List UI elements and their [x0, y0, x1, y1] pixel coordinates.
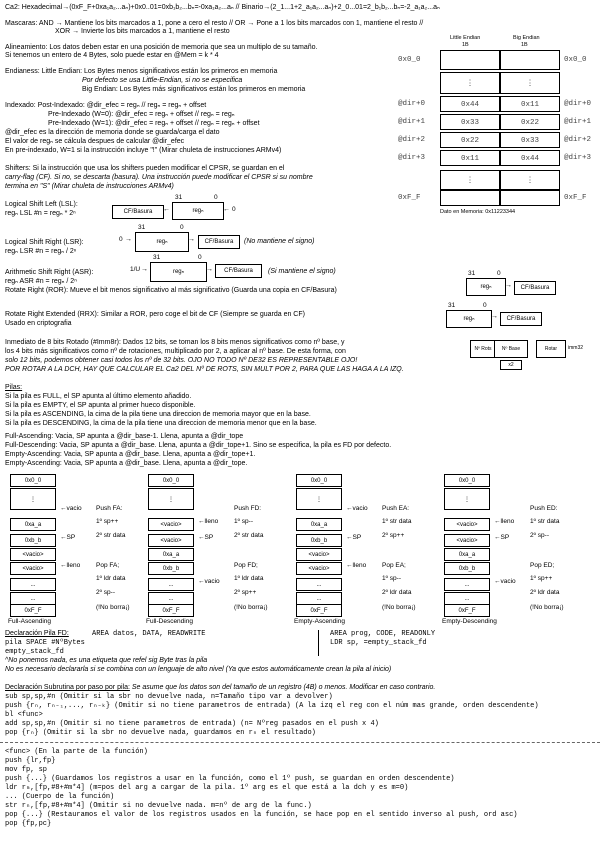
asr-line-2: regₙ ASR #n = regₙ / 2ⁿ [5, 278, 77, 285]
lsl-line-2: regₙ LSL #n = regₙ * 2ⁿ [5, 210, 76, 217]
stack-op-label: 1º sp-- [382, 575, 401, 582]
func-line-6: str rₙ,[fp,#8+#m*4] (Omitir si no devuelve nada. m=nº de arg de la func.) [5, 802, 312, 810]
big-endian-label: Big Endian [513, 35, 540, 41]
memory-address-label-left: @dir+0 [398, 100, 426, 108]
stack-op-label: 2º str data [234, 532, 264, 539]
decl-code-2: pila SPACE #NºBytes [5, 639, 85, 647]
alineamiento-line-1: Alineamiento: Los datos deben estar en una posición de memoria que sea un multiplo de su tamaño. [5, 44, 318, 51]
stack-cell: <vacio> [148, 534, 194, 547]
decl-title-text: Declaración Pila FD: [5, 630, 69, 637]
stack-name: Full-Descending [146, 618, 193, 625]
stack-op-label: Pop EA; [382, 562, 406, 569]
mascaras-line-2: XOR → Invierte los bits marcados a 1, mantiene el resto [55, 28, 230, 35]
stack-op-label: (!No borra¡) [382, 604, 416, 611]
stack-cell: ... [148, 578, 194, 591]
stack-pointer-arrow-lleno: ←lleno [346, 562, 367, 569]
stack-pointer-arrow-sp: ←SP [60, 534, 76, 541]
ror-arrow: → [505, 282, 512, 289]
stack-cell: <vacio> [296, 548, 342, 561]
stack-pointer-arrow-sp: ←SP [494, 534, 510, 541]
little-endian-cell [440, 50, 500, 70]
lsl-bit-lo: 0 [214, 194, 218, 201]
memory-address-label-right: @dir+2 [564, 136, 592, 144]
stack-op-label: 2º str data [96, 532, 126, 539]
lsr-reg-box: regₙ [135, 232, 189, 252]
lsr-cf-box: CF/Basura [198, 235, 240, 249]
stack-pointer-arrow-sp: ←SP [346, 534, 362, 541]
little-endian-cell: 0x33 [440, 114, 500, 130]
decl-title [5, 630, 69, 638]
little-endian-byte-label: 1B [462, 42, 469, 48]
memory-address-label-left: 0x0_0 [398, 56, 421, 64]
asr-cf-box: CF/Basura [215, 264, 262, 278]
stack-pointer-arrow-vacio: ←vacio [198, 578, 220, 585]
stack-cell: <vacio> [10, 562, 56, 575]
stack-cell: ⋮ [444, 488, 490, 510]
decl-note-2: No es necesario declararla si se combina con un lenguaje de alto nivel (Ya que estos automáticamente crean la pila al inicio) [5, 666, 392, 673]
pilas-line-7: Empty-Ascending: Vacia, SP apunta a @dir_base. Llena, apunta a @dir_tope+1. [5, 451, 256, 458]
stack-cell: 0xb_b [444, 562, 490, 575]
imm-x2-box: x2 [500, 360, 522, 370]
little-endian-cell [440, 190, 500, 206]
memory-caption: Dato en Memoria: 0x11223344 [440, 209, 516, 215]
func-line-1: push {lr,fp} [5, 757, 56, 765]
big-endian-cell: 0x33 [500, 132, 560, 148]
big-endian-cell: 0x11 [500, 96, 560, 112]
stack-cell: 0x0_0 [148, 474, 194, 487]
rrx-arrow: → [491, 313, 498, 320]
stack-op-label: 2º ldr data [530, 589, 560, 596]
big-endian-cell [500, 190, 560, 206]
pilas-line-2: Si la pila es EMPTY, el SP apunta al primer hueco disponible. [5, 402, 196, 409]
stack-cell: ⋮ [296, 488, 342, 510]
pilas-line-8: Empty-Ascending: Vacia, SP apunta a @dir_base. Llena, apunta a @dir_tope. [5, 460, 248, 467]
sub-title [5, 684, 435, 692]
asr-bit-hi: 31 [153, 254, 161, 261]
stack-cell: ... [296, 578, 342, 591]
ror-bit-lo: 0 [497, 270, 501, 277]
asr-arrow: → [206, 266, 213, 273]
imm32-label: imm32 [568, 345, 584, 351]
mascaras-line-1: Mascaras: AND → Mantiene los bits marcados a 1, pone a cero el resto // OR → Pone a 1 los bits marcados con 1, mantiene el resto // [5, 20, 424, 27]
sub-line-4: add sp,sp,#n (Omitir si no tiene parametros de entrada) (n= Nºreg pasados en el push x 4) [5, 720, 379, 728]
lsr-zero-in: 0 [119, 236, 123, 243]
stack-op-label: 1º str data [382, 518, 412, 525]
pilas-title: Pilas: [5, 384, 23, 391]
sub-line-1: sub sp,sp,#n (Omitir si la sbr no devuelve nada, n=Tamaño tipo var a devolver) [5, 693, 333, 701]
stack-op-label: 1º ldr data [96, 575, 126, 582]
big-endian-cell [500, 50, 560, 70]
asr-arrow-in: → [141, 266, 148, 273]
stack-name: Full-Ascending [8, 618, 51, 625]
imm-line-2: los 4 bits más significativos como nº de rotaciones, multiplicado por 2, a aplicar al nº base. De esta forma, con [5, 348, 346, 355]
stack-cell: 0xb_b [10, 534, 56, 547]
big-endian-cell: 0x44 [500, 150, 560, 166]
shifters-line-2: carry-flag (CF). Si no, se descarta (basura). Una instrucción puede modificar el CPSR si su nombre [5, 174, 313, 181]
little-endian-label: Little Endian [450, 35, 481, 41]
imm-line-1: Inmediato de 8 bits Rotado (#Imm8r): Dados 12 bits, se toman los 8 bits menos significativos como nº base, y [5, 339, 345, 346]
memory-address-label-left: 0xF_F [398, 194, 421, 202]
indexado-line-1: Indexado: Post-Indexado: @dir_efec = regₙ // regₙ = regₙ + offset [5, 102, 207, 109]
asr-note: (Si mantiene el signo) [268, 268, 336, 275]
shifters-line-1: Shifters: Si la instrucción que usa los shifters pueden modificar el CPSR, se guardan en el [5, 165, 285, 172]
decl-code-1: AREA datos, DATA, READWRITE [92, 630, 206, 638]
rrx-cf-box: CF/Basura [500, 312, 542, 326]
memory-address-label-right: @dir+0 [564, 100, 592, 108]
stack-cell: 0xa_a [444, 548, 490, 561]
stack-op-label: 1º sp-- [234, 518, 253, 525]
sub-line-3: bl <func> [5, 711, 43, 719]
little-endian-cell: ⋮ [440, 170, 500, 190]
stack-name: Empty-Descending [442, 618, 497, 625]
func-line-3: push {...} (Guardamos los registros a usar en la función, como el 1º push, se guardan en orden descendente) [5, 775, 455, 783]
ror-line: Rotate Right (ROR): Mueve el bit menos significativo al más significativo (Guarda una copia en CF/Basura) [5, 287, 337, 294]
imm-line-4: POR ROTAR A LA DCH, HAY QUE CALCULAR EL Ca2 DEL Nº DE ROTS, SIN MULT POR 2, PARA QUE LAS HAGA A LA IZQ. [5, 366, 404, 373]
memory-address-label-right: 0x0_0 [564, 56, 587, 64]
memory-address-label-right: @dir+1 [564, 118, 592, 126]
memory-address-label-left: @dir+2 [398, 136, 426, 144]
ror-bit-hi: 31 [468, 270, 476, 277]
lsr-arrow-in: → [125, 236, 132, 243]
stack-cell: ... [148, 592, 194, 605]
pilas-line-6: Full-Descending: Vacia, SP apunta a @dir_base. Llena, apunta a @dir_tope+1. Sino se especifica, la pila es FD por defecto. [5, 442, 392, 449]
stack-cell: <vacio> [148, 518, 194, 531]
stack-cell: ... [444, 578, 490, 591]
pilas-line-5: Full-Ascending: Vacia, SP apunta a @dir_base-1. Llena, apunta a @dir_tope [5, 433, 244, 440]
endianess-line-3: Big Endian: Los Bytes más significativos están los primeros en memoria [82, 86, 306, 93]
indexado-line-2: Pre-Indexado (W=0): @dir_efec = regₙ + offset // regₙ = regₙ [48, 111, 235, 118]
sub-divider [0, 742, 600, 743]
lsr-line-2: regₙ LSR #n = regₙ / 2ⁿ [5, 248, 77, 255]
stack-op-label: 2º sp-- [96, 589, 115, 596]
func-line-5: ... (Cuerpo de la función) [5, 793, 115, 801]
indexado-line-3: Pre-Indexado (W=1): @dir_efec = regₙ + offset // regₙ = regₙ + offset [48, 120, 260, 127]
lsl-reg-box: regₙ [172, 202, 224, 220]
lsr-note: (No mantiene el signo) [244, 238, 315, 245]
stack-op-label: Push FA: [96, 505, 123, 512]
stack-cell: 0xF_F [148, 604, 194, 617]
decl-code-3: empty_stack_fd [5, 648, 64, 656]
decl-code-5: LDR sp, =empty_stack_fd [330, 639, 427, 647]
lsr-bit-hi: 31 [138, 224, 146, 231]
func-line-7: pop {...} (Restauramos el valor de los registros usados en la función, se hace pop en el sentido inverso al push, ord asc) [5, 811, 518, 819]
decl-code-4: AREA prog, CODE, READONLY [330, 630, 436, 638]
rrx-bit-lo: 0 [483, 302, 487, 309]
stack-pointer-arrow-sp: ←SP [198, 534, 214, 541]
little-endian-cell: 0x11 [440, 150, 500, 166]
sub-line-2: push {rₙ, rₙ₋₁,..., rₙ₋ₖ} (Omitir si no tiene parametros de entrada) (A la izq el reg con el núm mas grande, orden descendente) [5, 702, 539, 710]
lsl-line-1: Logical Shift Left (LSL): [5, 201, 78, 208]
stack-op-label: (!No borra¡) [96, 604, 130, 611]
big-endian-byte-label: 1B [521, 42, 528, 48]
func-line-2: mov fp, sp [5, 766, 48, 774]
shifters-line-3: termina en "S" (Mirar chuleta de instrucciones ARMv4) [5, 183, 174, 190]
stack-cell: <vacio> [444, 518, 490, 531]
stack-pointer-arrow-lleno: ←lleno [198, 518, 219, 525]
stack-cell: <vacio> [444, 534, 490, 547]
func-line-4: ldr rₘ,[fp,#8+#m*4] (m=pos del arg a cargar de la pila. 1º arg es el que está a la dch y es m=0) [5, 784, 409, 792]
lsl-arrow: ← [163, 206, 170, 213]
memory-address-label-right: 0xF_F [564, 194, 587, 202]
endianess-line-2: Por defecto se usa Little-Endian, si no se especifica [82, 77, 243, 84]
asr-one-in: 1/U [130, 266, 141, 273]
stack-op-label: (!No borra¡) [234, 604, 268, 611]
little-endian-cell: ⋮ [440, 72, 500, 94]
indexado-line-6: En pre-indexado, W=1 si la instrucción incluye "!" (Mirar chuleta de instrucciones ARMv4) [5, 147, 282, 154]
stack-op-label: 1º ldr data [234, 575, 264, 582]
stack-cell: ... [10, 592, 56, 605]
func-line-8: pop {fp,pc} [5, 820, 52, 828]
stack-cell: 0xF_F [444, 604, 490, 617]
stack-cell: 0xa_a [10, 518, 56, 531]
big-endian-cell: ⋮ [500, 72, 560, 94]
lsr-line-1: Logical Shift Right (LSR): [5, 239, 84, 246]
stack-cell: ⋮ [148, 488, 194, 510]
stack-cell: ... [10, 578, 56, 591]
ror-cf-box: CF/Basura [514, 281, 556, 295]
stack-op-label: 2º ldr data [382, 589, 412, 596]
asr-reg-box: regₙ [150, 262, 207, 282]
stack-cell: 0x0_0 [10, 474, 56, 487]
memory-address-label-left: @dir+3 [398, 154, 426, 162]
pilas-line-4: Si la pila es DESCENDING, la cima de la pila tiene una direccion de memoria menor que en la base. [5, 420, 317, 427]
stack-pointer-arrow-vacio: ←vacio [346, 505, 368, 512]
imm-rots-box: Nº Rots [470, 340, 496, 358]
stack-cell: ... [444, 592, 490, 605]
decl-divider [318, 630, 319, 656]
big-endian-cell: ⋮ [500, 170, 560, 190]
lsl-arrow-in: ← [223, 206, 230, 213]
little-endian-cell: 0x22 [440, 132, 500, 148]
stack-op-label: Push FD: [234, 505, 262, 512]
rrx-line-1: Rotate Right Extended (RRX): Similar a ROR, pero coge el bit de CF (Siempre se guarda en CF) [5, 311, 305, 318]
lsl-zero-in: 0 [232, 206, 236, 213]
stack-cell: <vacio> [10, 548, 56, 561]
stack-name: Empty-Ascending [294, 618, 345, 625]
ca2-line: Ca2: Hexadecimal→(0xF_F+0xa₁a₂...aₙ)+0x0..01=0xb₁b₂...bₙ=-0xa₁a₂...aₙ // Binario→(2_1...1+2_a₁a₂...aₙ)+2_0...01=2_b₁b₂...bₙ=-2_a₁a₂...aₙ [5, 4, 440, 11]
indexado-line-5: El valor de regₙ se cálcula despues de calcular @dir_efec [5, 138, 185, 145]
sub-line-5: pop {rₙ} (Omitir si la sbr no devuelve nada, guardamos en rₙ el resultado) [5, 729, 316, 737]
memory-address-label-right: @dir+3 [564, 154, 592, 162]
stack-op-label: 2º sp++ [382, 532, 405, 539]
pilas-line-1: Si la pila es FULL, el SP apunta al último elemento añadido. [5, 393, 192, 400]
alineamiento-line-2: Si tenemos un entero de 4 Bytes, solo puede estar en @Mem = k * 4 [5, 52, 219, 59]
lsr-bit-lo: 0 [180, 224, 184, 231]
stack-cell: 0x0_0 [444, 474, 490, 487]
indexado-line-4: @dir_efec es la dirección de memoria donde se guarda/carga el dato [5, 129, 220, 136]
stack-op-label: Push ED: [530, 505, 558, 512]
stack-cell: 0xa_a [148, 548, 194, 561]
stack-pointer-arrow-lleno: ←lleno [494, 518, 515, 525]
big-endian-cell: 0x22 [500, 114, 560, 130]
rrx-line-2: Usado en criptografia [5, 320, 72, 327]
stack-cell: 0x0_0 [296, 474, 342, 487]
stack-pointer-arrow-vacio: ←vacio [60, 505, 82, 512]
rrx-bit-hi: 31 [448, 302, 456, 309]
func-line-0: <func> (En la parte de la función) [5, 748, 148, 756]
stack-op-label: 2º sp-- [530, 532, 549, 539]
stack-cell: <vacio> [296, 562, 342, 575]
stack-cell: ... [296, 592, 342, 605]
stack-cell: 0xb_b [296, 534, 342, 547]
ror-reg-box: regₙ [466, 278, 506, 296]
decl-note-1: ^No ponemos nada, es una etiqueta que refel sig Byte tras la pila [5, 657, 208, 664]
asr-line-1: Arithmetic Shift Right (ASR): [5, 269, 94, 276]
memory-address-label-left: @dir+1 [398, 118, 426, 126]
stack-cell: ⋮ [10, 488, 56, 510]
stack-op-label: Pop FD; [234, 562, 258, 569]
little-endian-cell: 0x44 [440, 96, 500, 112]
sub-title-rest: Se asume que los datos son del tamaño de un registro (4B) o menos. Modificar en caso contrario. [131, 684, 436, 691]
imm-base-box: Nº Base [494, 340, 528, 358]
stack-cell: 0xF_F [296, 604, 342, 617]
stack-op-label: Pop ED; [530, 562, 555, 569]
asr-bit-lo: 0 [198, 254, 202, 261]
lsl-cf-box: CF/Basura [112, 205, 164, 219]
stack-op-label: 1º sp++ [530, 575, 553, 582]
stack-op-label: Push EA: [382, 505, 410, 512]
endianess-line-1: Endianess: Little Endian: Los Bytes menos significativos están los primeros en memoria [5, 68, 278, 75]
imm-rotar-box: Rotar [536, 340, 566, 358]
pilas-line-3: Si la pila es ASCENDING, la cima de la pila tiene una direccion de memoria mayor que en la base. [5, 411, 311, 418]
rrx-reg-box: regₙ [446, 310, 492, 328]
stack-op-label: 2º sp++ [234, 589, 257, 596]
stack-pointer-arrow-vacio: ←vacio [494, 578, 516, 585]
imm-line-3: solo 12 bits, podemos obtener casi todos los nº de 32 bits. OJO NO TODO Nº DE32 ES REPRESENTABLE OJO! [5, 357, 358, 364]
stack-cell: 0xb_b [148, 562, 194, 575]
stack-op-label: Pop FA; [96, 562, 120, 569]
stack-cell: 0xa_a [296, 518, 342, 531]
stack-op-label: (!No borra¡) [530, 604, 564, 611]
lsl-bit-hi: 31 [175, 194, 183, 201]
sub-title-text: Declaración Subrutina por paso por pila: [5, 684, 130, 691]
stack-cell: 0xF_F [10, 604, 56, 617]
stack-pointer-arrow-lleno: ←lleno [60, 562, 81, 569]
stack-op-label: 1º str data [530, 518, 560, 525]
stack-op-label: 1º sp++ [96, 518, 119, 525]
lsr-arrow: → [188, 236, 195, 243]
